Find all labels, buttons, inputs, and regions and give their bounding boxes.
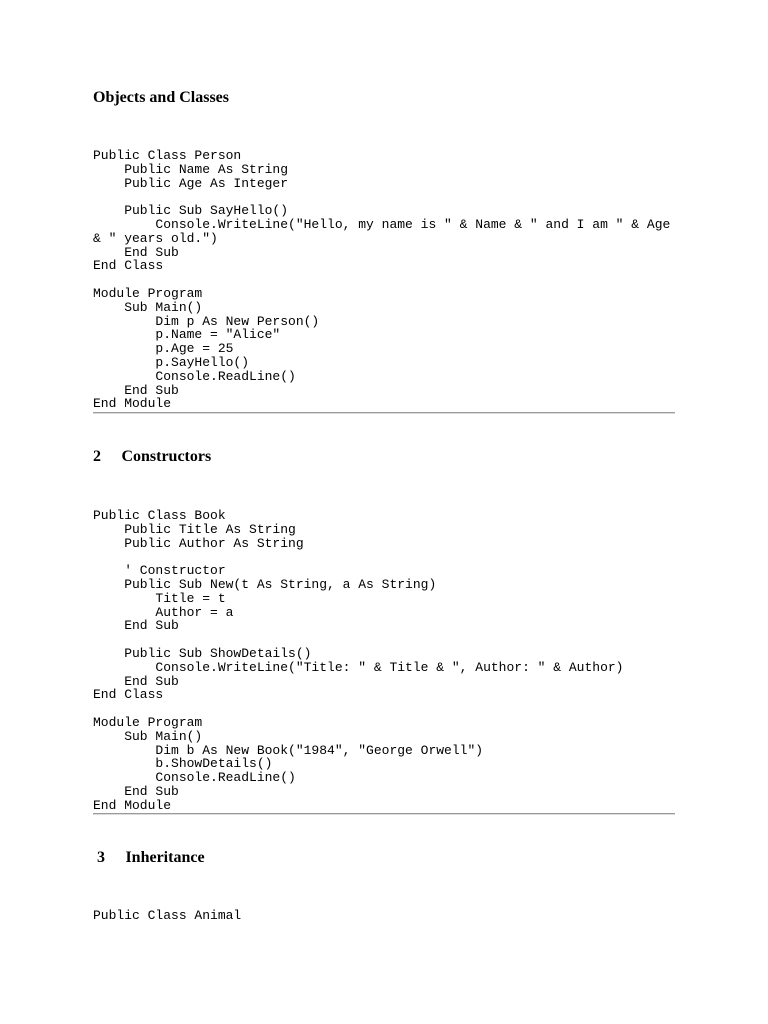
section-heading-inheritance: 3⃣ Inheritance bbox=[93, 849, 205, 866]
section-heading-objects-and-classes: Objects and Classes bbox=[93, 89, 230, 106]
section-heading-constructors: 2⃣ Constructors bbox=[93, 448, 212, 465]
code-block-book-class: Public Class Book Public Title As String Public Author As String ' Constructor Public Sub New(t As String, a As String) Title = t Author = a End Sub Public Sub ShowDetails() Console.WriteLine("Title: " & Title & ", Author: " & Author) End Sub End Class Module Program Sub Main() Dim b As New Book("1984", "George Orwell") b.ShowDetails() Console.ReadLine() End Sub End Module bbox=[93, 508, 624, 813]
horizontal-divider bbox=[93, 813, 675, 815]
code-block-animal-class: Public Class Animal bbox=[93, 908, 242, 923]
code-block-person-class: Public Class Person Public Name As String Public Age As Integer Public Sub SayHello() Console.WriteLine("Hello, my name is " & Name & " and I am " & Age & " years old.") End Sub End Class Module Program Sub Main() Dim p As New Person() p.Name = "Alice" p.Age = 25 p.SayHello() Console.ReadLine() End Sub End Module bbox=[93, 148, 671, 412]
horizontal-divider bbox=[93, 412, 675, 414]
